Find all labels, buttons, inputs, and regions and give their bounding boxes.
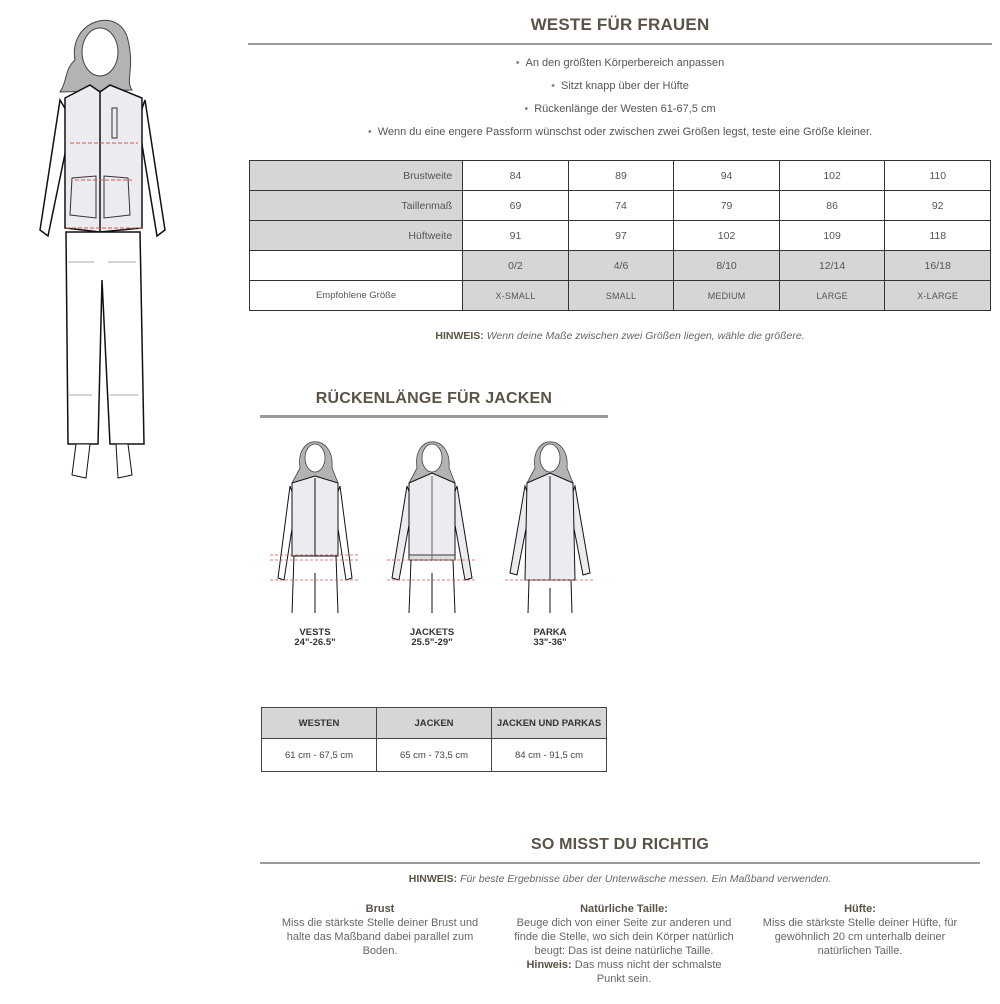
measure-hint-note <box>260 873 980 885</box>
table-cell: 69 <box>463 191 569 221</box>
jacket-figure-illustration <box>387 428 477 618</box>
bullet-item: • An den größten Körperbereich anpassen <box>515 57 725 69</box>
table-cell: 110 <box>885 161 991 191</box>
row-label: Brustweite <box>250 161 463 191</box>
table-cell: 84 <box>463 161 569 191</box>
parka-caption: PARKA 33"-36" <box>533 627 567 648</box>
column-header: JACKEN UND PARKAS <box>492 708 607 739</box>
parka-figure-illustration <box>505 428 595 618</box>
table-cell: 86 <box>779 191 885 221</box>
table-cell: SMALL <box>568 281 674 311</box>
vest-figure-illustration <box>270 428 360 618</box>
table-row <box>262 739 607 772</box>
bullet-dot-icon: • <box>551 80 556 92</box>
bullet-item: • Wenn du eine engere Passform wünschst oder zwischen zwei Größen legst, teste eine Größe kleiner. <box>367 126 873 138</box>
vest-caption: VESTS 24"-26.5" <box>294 627 336 648</box>
column-header: JACKEN <box>377 708 492 739</box>
bullet-item: • Rückenlänge der Westen 61-67,5 cm <box>524 103 716 115</box>
column-title: Natürliche Taille: <box>580 903 668 915</box>
table-row-brustweite <box>250 161 991 191</box>
table-cell: 65 cm - 73,5 cm <box>377 739 492 772</box>
table-cell: 74 <box>568 191 674 221</box>
measure-waist-column <box>514 902 734 986</box>
table-row-taillenmass <box>250 191 991 221</box>
table-row-hueftweite <box>250 221 991 251</box>
table-cell: LARGE <box>779 281 885 311</box>
row-label: Hüftweite <box>250 221 463 251</box>
table-cell: 102 <box>674 221 780 251</box>
table-cell: 92 <box>885 191 991 221</box>
column-title: Hüfte: <box>844 903 876 915</box>
table-cell: 102 <box>779 161 885 191</box>
vest-section-divider <box>248 43 992 45</box>
bullet-dot-icon: • <box>515 57 520 69</box>
vest-fit-bullets <box>250 55 990 147</box>
table-cell: 84 cm - 91,5 cm <box>492 739 607 772</box>
column-title: Brust <box>365 903 395 915</box>
bullet-dot-icon: • <box>524 103 529 115</box>
row-label: Empfohlene Größe <box>250 281 463 311</box>
note-label: HINWEIS: <box>408 873 458 885</box>
note-text: Wenn deine Maße zwischen zwei Größen liegen, wähle die größere. <box>483 330 805 342</box>
table-cell: MEDIUM <box>674 281 780 311</box>
column-text: Miss die stärkste Stelle deiner Brust und halte das Maßband dabei parallel zum Boden. <box>281 917 479 957</box>
table-cell: 16/18 <box>885 251 991 281</box>
bullet-dot-icon: • <box>367 126 372 138</box>
measure-chest-column <box>270 902 490 958</box>
table-cell: 97 <box>568 221 674 251</box>
row-label: Taillenmaß <box>250 191 463 221</box>
table-cell: X-SMALL <box>463 281 569 311</box>
table-cell: 79 <box>674 191 780 221</box>
table-row-us-sizes <box>250 251 991 281</box>
measure-hip-column <box>750 902 970 958</box>
measure-section-divider <box>260 862 980 864</box>
table-cell: 8/10 <box>674 251 780 281</box>
woman-vest-full-body-illustration <box>20 0 170 490</box>
back-length-table <box>261 707 607 772</box>
column-header: WESTEN <box>262 708 377 739</box>
back-length-title: RÜCKENLÄNGE FÜR JACKEN <box>315 390 553 407</box>
table-cell: 0/2 <box>463 251 569 281</box>
table-cell: 12/14 <box>779 251 885 281</box>
vest-size-table <box>249 160 991 311</box>
table-header-row <box>262 708 607 739</box>
vest-section-title: WESTE FÜR FRAUEN <box>530 15 710 34</box>
note-text: Für beste Ergebnisse über der Unterwäsche messen. Ein Maßband verwenden. <box>457 873 832 885</box>
table-cell: 118 <box>885 221 991 251</box>
table-cell: 94 <box>674 161 780 191</box>
bullet-item: • Sitzt knapp über der Hüfte <box>551 80 689 92</box>
back-length-divider <box>260 415 608 418</box>
table-cell: 61 cm - 67,5 cm <box>262 739 377 772</box>
column-text: Beuge dich von einer Seite zur anderen und finde die Stelle, wo sich dein Körper natürlich beugt: Das ist deine natürliche Taille. Hinweis: Das muss nicht der schmalste Punkt sein. <box>514 917 734 985</box>
note-label: HINWEIS: <box>435 330 484 342</box>
table-cell: 4/6 <box>568 251 674 281</box>
table-cell: 89 <box>568 161 674 191</box>
measure-section-title: SO MISST DU RICHTIG <box>530 836 710 853</box>
table-cell: X-LARGE <box>885 281 991 311</box>
column-text: Miss die stärkste Stelle deiner Hüfte, für gewöhnlich 20 cm unterhalb deiner natürlichen Taille. <box>762 917 958 957</box>
table-cell: 109 <box>779 221 885 251</box>
empty-cell <box>250 251 463 281</box>
table-row-recommended-size <box>250 281 991 311</box>
table-cell: 91 <box>463 221 569 251</box>
size-hint-note <box>250 330 990 342</box>
jacket-caption: JACKETS 25.5"-29" <box>409 627 455 648</box>
